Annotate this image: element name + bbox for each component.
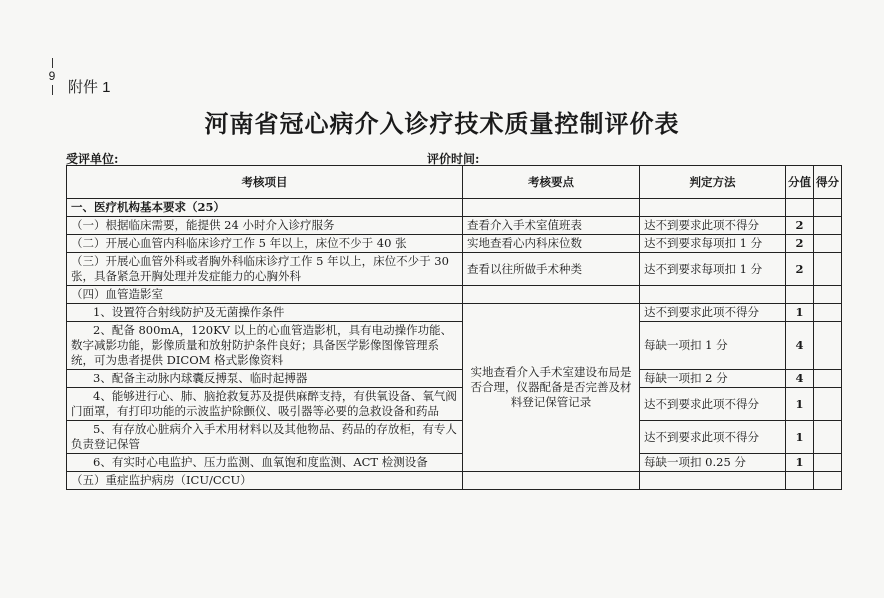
row-score: 1 <box>786 304 814 322</box>
row-obtained[interactable] <box>814 235 842 253</box>
row-item: 3、配备主动脉内球囊反搏泵、临时起搏器 <box>67 370 463 388</box>
empty-cell <box>786 286 814 304</box>
header-row <box>67 166 842 199</box>
subsection-title: （四）血管造影室 <box>67 286 463 304</box>
header-key-points: 考核要点 <box>463 166 640 199</box>
empty-cell <box>640 199 786 217</box>
row-method: 每缺一项扣 0.25 分 <box>640 454 786 472</box>
evaluated-unit-label: 受评单位: <box>66 152 119 166</box>
row-score: 1 <box>786 454 814 472</box>
row-method: 达不到要求此项不得分 <box>640 304 786 322</box>
empty-cell <box>814 286 842 304</box>
row-obtained[interactable] <box>814 217 842 235</box>
table-row <box>67 322 842 370</box>
row-score: 2 <box>786 253 814 286</box>
row-method: 达不到要求每项扣 1 分 <box>640 235 786 253</box>
row-score: 4 <box>786 370 814 388</box>
empty-cell <box>814 199 842 217</box>
subsection-row <box>67 472 842 490</box>
row-obtained[interactable] <box>814 304 842 322</box>
row-item: （三）开展心血管外科或者胸外科临床诊疗工作 5 年以上，床位不少于 30 张，具备紧急开胸处理并发症能力的心胸外科 <box>67 253 463 286</box>
row-item: 5、有存放心脏病介入手术用材料以及其他物品、药品的存放柜，有专人负责登记保管 <box>67 421 463 454</box>
row-obtained[interactable] <box>814 253 842 286</box>
header-method: 判定方法 <box>640 166 786 199</box>
document-title: 河南省冠心病介入诊疗技术质量控制评价表 <box>204 109 680 138</box>
table-row <box>67 304 842 322</box>
page-mark-dash-bottom <box>52 85 53 95</box>
row-obtained[interactable] <box>814 322 842 370</box>
row-score: 2 <box>786 235 814 253</box>
evaluation-time-label: 评价时间: <box>427 152 480 166</box>
row-item: （二）开展心血管内科临床诊疗工作 5 年以上，床位不少于 40 张 <box>67 235 463 253</box>
empty-cell <box>786 199 814 217</box>
page-mark-dash-top <box>52 58 53 68</box>
empty-cell <box>463 286 640 304</box>
subsection-row <box>67 286 842 304</box>
empty-cell <box>640 472 786 490</box>
row-method: 达不到要求此项不得分 <box>640 217 786 235</box>
row-item: 2、配备 800mA，120KV 以上的心血管造影机，具有电动操作功能、数字减影功能，影像质量和放射防护条件良好；具备医学影像图像管理系统，可为患者提供 DICOM 格式影像资料 <box>67 322 463 370</box>
table-row <box>67 217 842 235</box>
row-item: （一）根据临床需要，能提供 24 小时介入诊疗服务 <box>67 217 463 235</box>
table-row <box>67 454 842 472</box>
row-key: 实地查看心内科床位数 <box>463 235 640 253</box>
evaluation-table <box>66 165 842 490</box>
row-key: 查看介入手术室值班表 <box>463 217 640 235</box>
row-item: 6、有实时心电监护、压力监测、血氧饱和度监测、ACT 检测设备 <box>67 454 463 472</box>
row-method: 达不到要求此项不得分 <box>640 388 786 421</box>
table-row <box>67 370 842 388</box>
header-obtained: 得分 <box>814 166 842 199</box>
subsection-title: （五）重症监护病房（ICU/CCU） <box>67 472 463 490</box>
table-row <box>67 235 842 253</box>
header-item: 考核项目 <box>67 166 463 199</box>
section-title: 一、医疗机构基本要求（25） <box>67 199 463 217</box>
row-obtained[interactable] <box>814 421 842 454</box>
table-row <box>67 421 842 454</box>
row-obtained[interactable] <box>814 388 842 421</box>
merged-key-points: 实地查看介入手术室建设布局是否合理，仪器配备是否完善及材料登记保管记录 <box>463 304 640 472</box>
section-row <box>67 199 842 217</box>
row-method: 达不到要求每项扣 1 分 <box>640 253 786 286</box>
row-score: 2 <box>786 217 814 235</box>
row-obtained[interactable] <box>814 454 842 472</box>
empty-cell <box>463 199 640 217</box>
row-method: 达不到要求此项不得分 <box>640 421 786 454</box>
row-method: 每缺一项扣 1 分 <box>640 322 786 370</box>
row-score: 1 <box>786 388 814 421</box>
row-score: 1 <box>786 421 814 454</box>
empty-cell <box>814 472 842 490</box>
attachment-label: 附件 1 <box>68 79 111 96</box>
row-item: 4、能够进行心、肺、脑抢救复苏及提供麻醉支持，有供氧设备、氧气阀门面罩，有打印功能的示波监护除颤仪、吸引器等必要的急救设备和药品 <box>67 388 463 421</box>
page-number: 9 <box>48 69 56 83</box>
row-method: 每缺一项扣 2 分 <box>640 370 786 388</box>
row-item: 1、设置符合射线防护及无菌操作条件 <box>67 304 463 322</box>
table-row <box>67 253 842 286</box>
page-number-mark <box>42 56 62 97</box>
empty-cell <box>463 472 640 490</box>
row-obtained[interactable] <box>814 370 842 388</box>
row-score: 4 <box>786 322 814 370</box>
empty-cell <box>786 472 814 490</box>
row-key: 查看以往所做手术种类 <box>463 253 640 286</box>
table-row <box>67 388 842 421</box>
header-score: 分值 <box>786 166 814 199</box>
empty-cell <box>640 286 786 304</box>
